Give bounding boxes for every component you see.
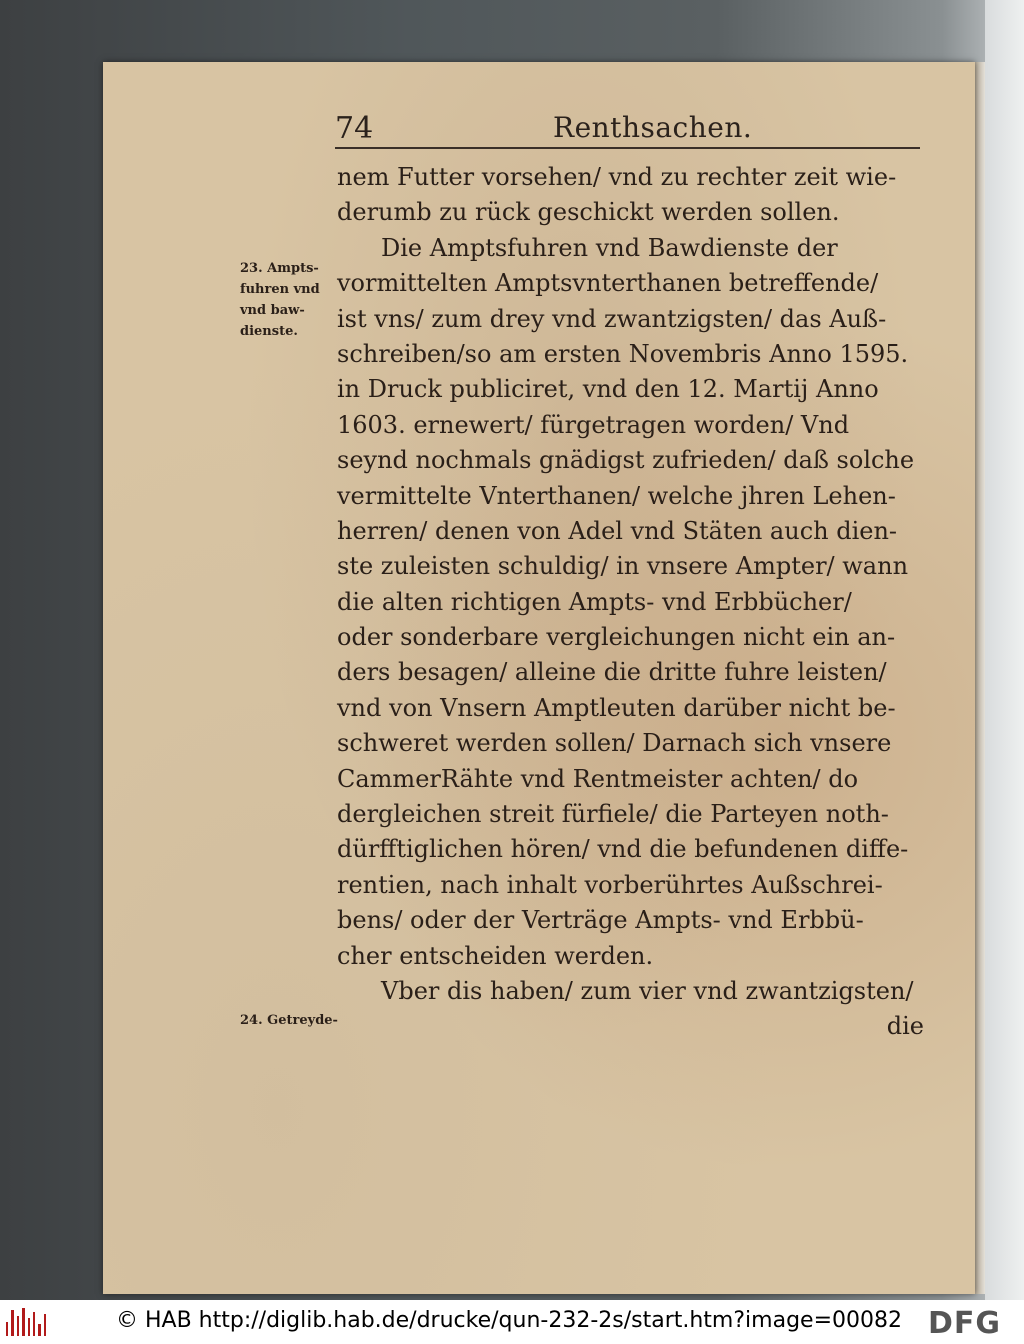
text-line: die alten richtigen Ampts- vnd Erbbücher/ — [337, 587, 852, 616]
head-rule — [335, 147, 920, 149]
footer-bar — [0, 1300, 1024, 1344]
text-line: ders besagen/ alleine die dritte fuhre leisten/ — [337, 658, 887, 687]
text-line: Die Amptsfuhren vnd Bawdienste der — [381, 233, 838, 262]
running-head — [335, 111, 975, 151]
margin-note-line: fuhren vnd — [240, 282, 320, 297]
text-line: dürfftiglichen hören/ vnd die befundenen diffe- — [337, 835, 909, 864]
text-line: 1603. ernewert/ fürgetragen worden/ Vnd — [337, 410, 850, 439]
margin-note-line: dienste. — [240, 324, 298, 339]
text-line: die — [886, 1012, 924, 1041]
text-line: rentien, nach inhalt vorberührtes Außschrei- — [337, 870, 883, 899]
text-line: ste zuleisten schuldig/ in vnsere Ampter/ wann — [337, 552, 909, 581]
body-text — [337, 160, 932, 1045]
margin-note-line: vnd baw- — [240, 303, 305, 318]
text-line: schweret werden sollen/ Darnach sich vnsere — [337, 729, 892, 758]
text-line: cher entscheiden werden. — [337, 941, 654, 970]
dfg-logo[interactable]: DFG — [928, 1306, 1002, 1341]
text-line: in Druck publiciret, vnd den 12. Martij Anno — [337, 375, 879, 404]
text-line: Vber dis haben/ zum vier vnd zwantzigsten/ — [381, 976, 914, 1005]
text-line: dergleichen streit fürfiele/ die Parteyen noth- — [337, 800, 889, 829]
text-line: vnd von Vnsern Amptleuten darüber nicht be- — [337, 693, 896, 722]
text-line: schreiben/so am ersten Novembris Anno 1595. — [337, 339, 909, 368]
text-line: derumb zu rück geschickt werden sollen. — [337, 198, 840, 227]
page-number: 74 — [335, 111, 374, 146]
margin-note-line: 23. Ampts- — [240, 261, 319, 276]
margin-note-23 — [240, 258, 320, 342]
text-line: nem Futter vorsehen/ vnd zu rechter zeit wie- — [337, 163, 897, 191]
scanner-edge-strip — [985, 0, 1024, 1300]
text-line: herren/ denen von Adel vnd Stäten auch dien- — [337, 516, 898, 545]
footer-attribution-link[interactable]: © HAB http://diglib.hab.de/drucke/qun-232-2s/start.htm?image=00082 — [116, 1308, 902, 1333]
text-line: bens/ oder der Verträge Ampts- vnd Erbbü- — [337, 906, 864, 935]
margin-note-line: 24. Getreyde- — [240, 1013, 338, 1028]
running-title: Renthsachen. — [553, 111, 753, 144]
text-line: vormittelten Amptsvnterthanen betreffende/ — [337, 269, 879, 298]
margin-note-24 — [240, 1010, 338, 1031]
page-fore-edge — [975, 62, 985, 1294]
text-line: vermittelte Vnterthanen/ welche jhren Lehen- — [337, 481, 896, 510]
text-line: seynd nochmals gnädigst zufrieden/ daß solche — [337, 446, 915, 475]
text-line: oder sonderbare vergleichungen nicht ein an- — [337, 623, 896, 652]
text-line: CammerRähte vnd Rentmeister achten/ do — [337, 764, 859, 793]
text-line: ist vns/ zum drey vnd zwantzigsten/ das Auß- — [337, 304, 887, 333]
hab-logo-icon[interactable] — [6, 1308, 46, 1336]
